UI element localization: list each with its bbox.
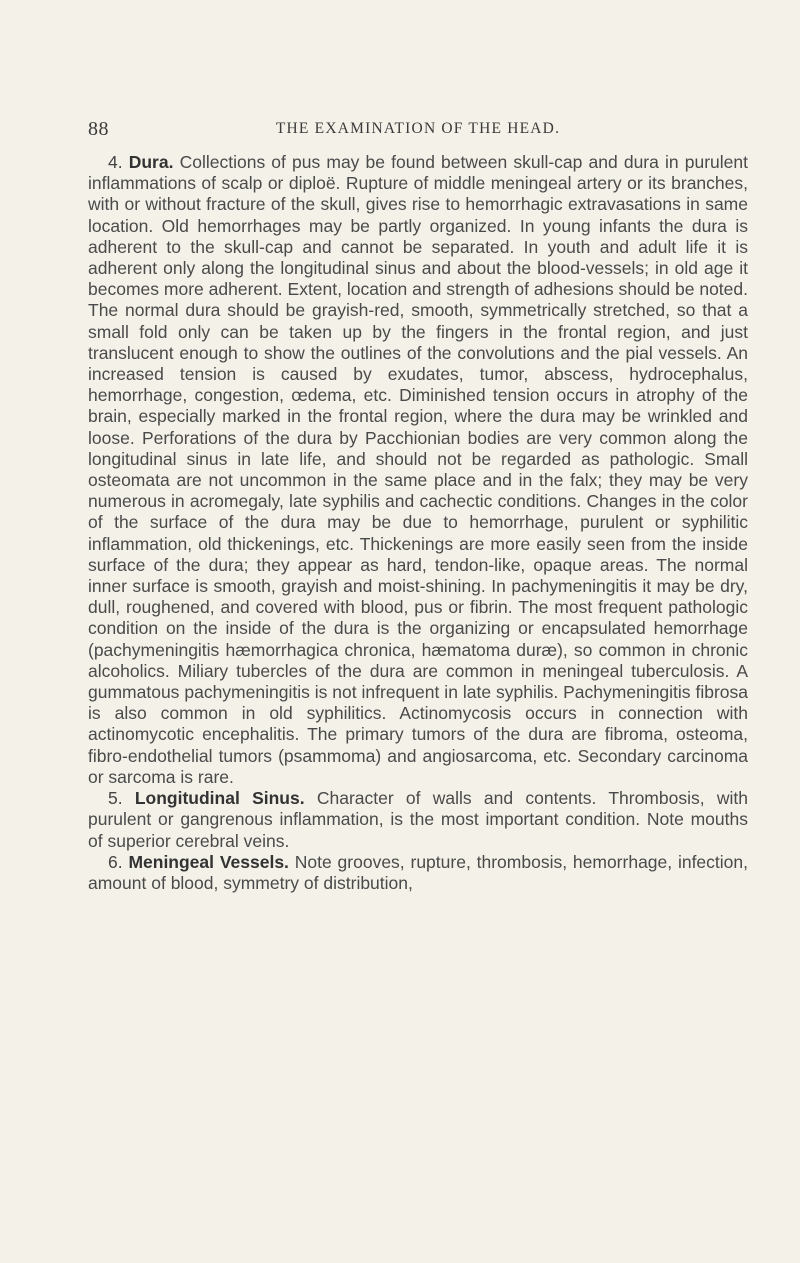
- paragraph-number: 4.: [108, 152, 123, 172]
- paragraph-longitudinal-sinus: [88, 788, 748, 852]
- paragraph-number: 5.: [108, 788, 123, 809]
- paragraph-number: 6.: [108, 851, 123, 872]
- paragraph-text: Collections of pus may be found between skull-cap and dura in purulent inflammations of scalp or diploë. Rupture of middle meningeal artery or its branches, with or without fracture of the skull, gives rise to hemorrhagic extravasations in same location. Old hemorrhages may be partly organized. In young infants the dura is adherent to the skull-cap and cannot be separated. In youth and adult life it is adherent only along the longitudinal sinus and about the blood-vessels; in old age it becomes more adherent. Extent, location and strength of adhesions should be noted. The normal dura should be grayish-red, smooth, symmetrically stretched, so that a small fold only can be taken up by the fingers in the frontal region, and just translucent enough to show the outlines of the convolutions and the pial vessels. An increased tension is caused by exudates, tumor, abscess, hydrocephalus, hemorrhage, congestion, œdema, etc. Diminished tension occurs in atrophy of the brain, especially marked in the frontal region, where the dura may be wrinkled and loose. Perforations of the dura by Pacchionian bodies are very common along the longitudinal sinus in late life, and should not be regarded as pathologic. Small osteomata are not uncommon in the same place and in the falx; they may be very numerous in acromegaly, late syphilis and cachectic conditions. Changes in the color of the surface of the dura may be due to hemorrhage, purulent or syphilitic inflammation, old thickenings, etc. Thickenings are more easily seen from the inside surface of the dura; they appear as hard, tendon-like, opaque areas. The normal inner surface is smooth, grayish and moist-shining. In pachymeningitis it may be dry, dull, roughened, and covered with blood, pus or fibrin. The most frequent pathologic condition on the inside of the dura is the organizing or encapsulated hemorrhage (pachymeningitis hæmorrhagica chronica, hæmatoma duræ), so common in chronic alcoholics. Miliary tubercles of the dura are common in meningeal tuberculosis. A gummatous pachymeningitis is not infrequent in late syphilis. Pachymeningitis fibrosa is also common in old syphilitics. Actinomycosis occurs in connection with actinomycotic encephalitis. The primary tumors of the dura are fibroma, osteoma, fibro-endothelial tumors (psammoma) and angiosarcoma, etc. Secondary carcinoma or sarcoma is rare.: [88, 152, 748, 787]
- paragraph-heading: Dura.: [128, 152, 174, 172]
- body-text: [88, 152, 748, 894]
- running-head: THE EXAMINATION OF THE HEAD.: [275, 120, 561, 137]
- page-number: 88: [88, 118, 109, 140]
- paragraph-heading: Longitudinal Sinus.: [134, 788, 305, 809]
- paragraph-heading: Meningeal Vessels.: [128, 851, 289, 872]
- paragraph-dura: [88, 152, 748, 788]
- page-header: [88, 118, 748, 142]
- paragraph-text: Character of walls and contents. Thrombosis, with purulent or gangrenous inflammation, is the most important condition. Note mouths of superior cerebral veins.: [88, 788, 748, 851]
- paragraph-text: Note grooves, rupture, thrombosis, hemorrhage, infection, amount of blood, symmetry of distribution,: [88, 851, 748, 893]
- paragraph-meningeal-vessels: [88, 852, 748, 894]
